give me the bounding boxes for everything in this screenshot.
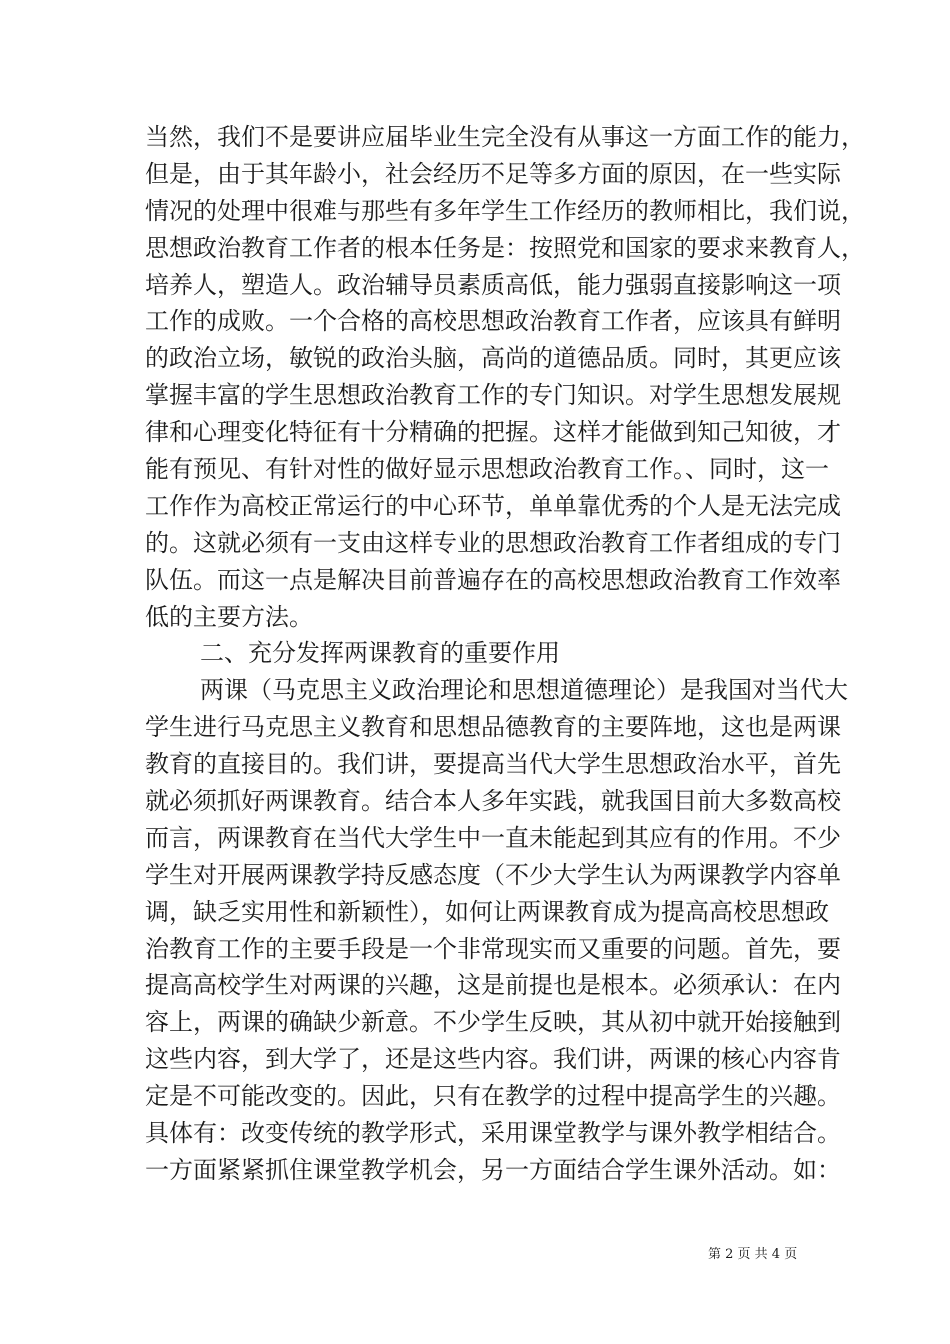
text-line: 就必须抓好两课教育。结合本人多年实践，就我国目前大多数高校	[145, 787, 841, 816]
text-line: 低的主要方法。	[145, 602, 313, 631]
text-line: 学生对开展两课教学持反感态度（不少大学生认为两课教学内容单	[145, 860, 841, 889]
text-line: 思想政治教育工作者的根本任务是：按照党和国家的要求来教育人，	[145, 233, 865, 262]
text-line: 的。这就必须有一支由这样专业的思想政治教育工作者组成的专门	[145, 528, 841, 557]
section-heading: 二、充分发挥两课教育的重要作用	[200, 639, 560, 668]
text-line: 工作的成败。一个合格的高校思想政治教育工作者，应该具有鲜明	[145, 307, 841, 336]
text-line: 教育的直接目的。我们讲，要提高当代大学生思想政治水平，首先	[145, 750, 841, 779]
text-line: 治教育工作的主要手段是一个非常现实而又重要的问题。首先，要	[145, 934, 841, 963]
text-line: 这些内容，到大学了，还是这些内容。我们讲，两课的核心内容肯	[145, 1045, 841, 1074]
text-line: 培养人，塑造人。政治辅导员素质高低，能力强弱直接影响这一项	[145, 270, 841, 299]
document-body	[145, 119, 865, 1189]
text-line: 具体有：改变传统的教学形式，采用课堂教学与课外教学相结合。	[145, 1119, 841, 1148]
text-line: 工作作为高校正常运行的中心环节，单单靠优秀的个人是无法完成	[145, 491, 841, 520]
text-line: 定是不可能改变的。因此，只有在教学的过程中提高学生的兴趣。	[145, 1082, 841, 1111]
text-line: 一方面紧紧抓住课堂教学机会，另一方面结合学生课外活动。如：	[145, 1155, 841, 1184]
text-line: 能有预见、有针对性的做好显示思想政治教育工作。、同时，这一	[145, 455, 829, 484]
text-line: 两课（马克思主义政治理论和思想道德理论）是我国对当代大	[200, 676, 848, 705]
text-line: 学生进行马克思主义教育和思想品德教育的主要阵地，这也是两课	[145, 713, 841, 742]
text-line: 而言，两课教育在当代大学生中一直未能起到其应有的作用。不少	[145, 823, 841, 852]
text-line: 容上，两课的确缺少新意。不少学生反映，其从初中就开始接触到	[145, 1008, 841, 1037]
paragraph-1	[145, 119, 865, 635]
text-line: 队伍。而这一点是解决目前普遍存在的高校思想政治教育工作效率	[145, 565, 841, 594]
page-number-footer: 第 2 页 共 4 页	[708, 1247, 798, 1262]
text-line: 当然，我们不是要讲应届毕业生完全没有从事这一方面工作的能力，	[145, 123, 865, 151]
text-line: 的政治立场，敏锐的政治头脑，高尚的道德品质。同时，其更应该	[145, 344, 841, 373]
text-line: 律和心理变化特征有十分精确的把握。这样才能做到知己知彼，才	[145, 418, 841, 447]
text-line: 但是，由于其年龄小，社会经历不足等多方面的原因，在一些实际	[145, 159, 841, 188]
paragraph-2	[145, 672, 848, 1188]
text-line: 提高高校学生对两课的兴趣，这是前提也是根本。必须承认：在内	[145, 971, 841, 1000]
text-line: 掌握丰富的学生思想政治教育工作的专门知识。对学生思想发展规	[145, 381, 841, 410]
text-line: 情况的处理中很难与那些有多年学生工作经历的教师相比，我们说，	[145, 196, 865, 225]
text-line: 调，缺乏实用性和新颖性），如何让两课教育成为提高高校思想政	[145, 897, 829, 926]
